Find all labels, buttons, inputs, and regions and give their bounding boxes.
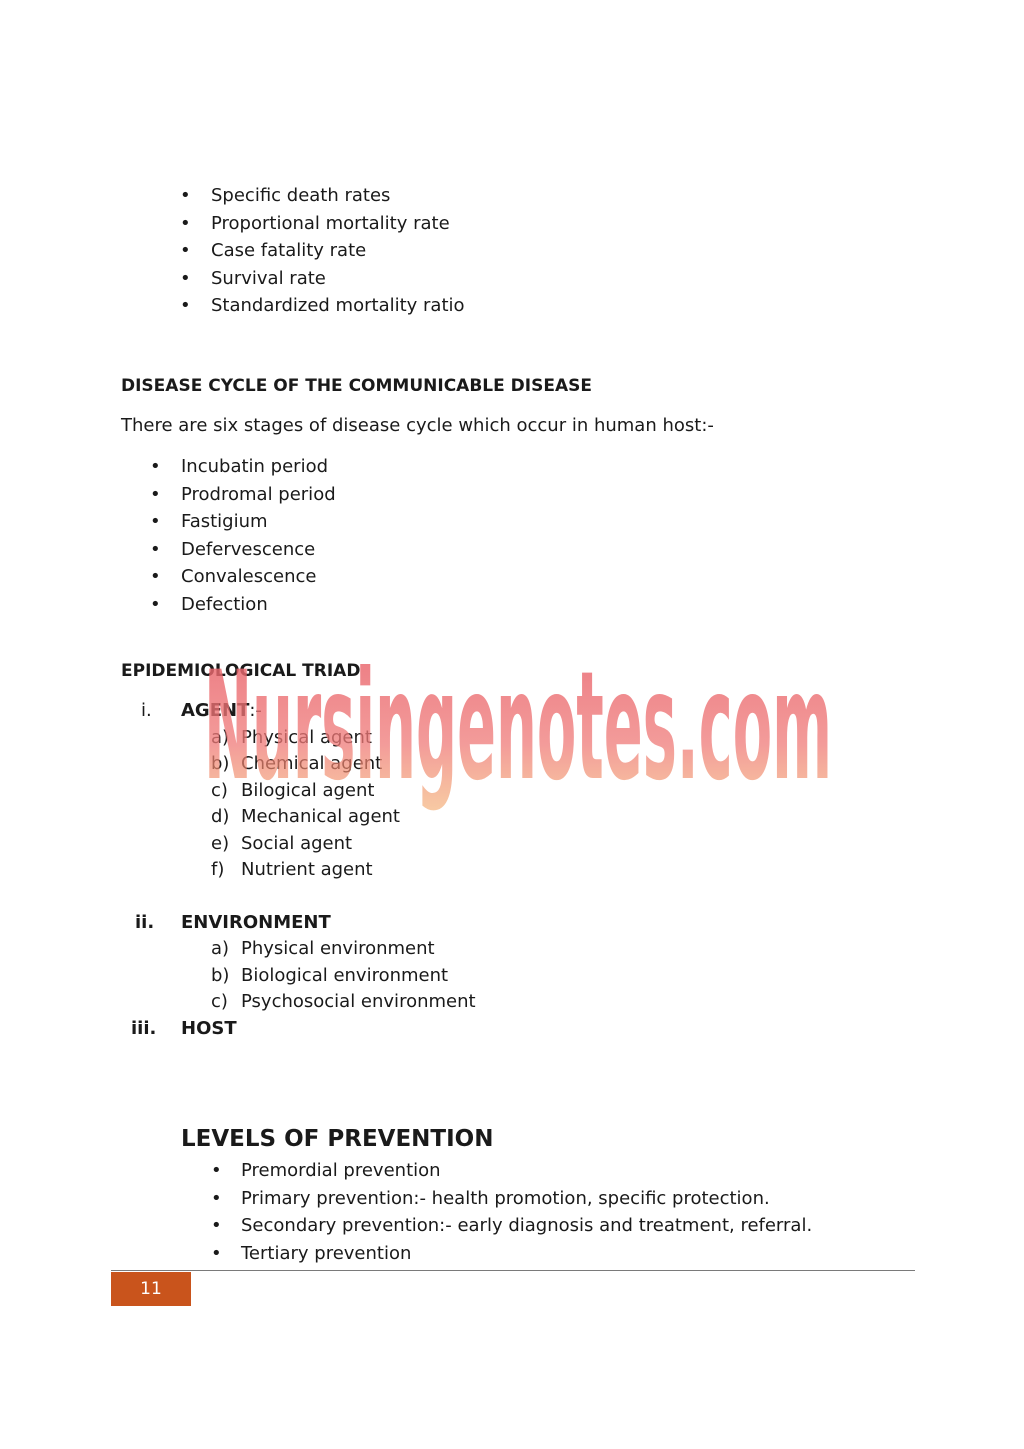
list-item: Defection — [181, 594, 268, 615]
list-item: Nutrient agent — [241, 859, 373, 880]
footer-divider — [111, 1270, 915, 1271]
list-item: Defervescence — [181, 539, 316, 560]
list-item: Physical agent — [241, 727, 372, 748]
page-number-badge — [111, 1272, 191, 1306]
page-number: 11 — [140, 1279, 162, 1299]
list-item: Case fatality rate — [211, 240, 367, 261]
bullet-icon: • — [180, 268, 191, 289]
list-item: Bilogical agent — [241, 780, 375, 801]
list-marker: d) — [211, 806, 230, 827]
list-item: Tertiary prevention — [241, 1243, 412, 1264]
list-marker: b) — [211, 965, 230, 986]
bullet-icon: • — [180, 185, 191, 206]
bullet-icon: • — [180, 213, 191, 234]
list-item: Primary prevention:- health promotion, specific protection. — [241, 1188, 770, 1209]
watermark — [198, 600, 838, 840]
list-item: Physical environment — [241, 938, 435, 959]
list-item: Secondary prevention:- early diagnosis and treatment, referral. — [241, 1215, 813, 1236]
bullet-icon: • — [150, 484, 161, 505]
list-item: Social agent — [241, 833, 353, 854]
agent-label: AGENT — [181, 700, 250, 721]
list-item: Premordial prevention — [241, 1160, 441, 1181]
list-marker: c) — [211, 991, 228, 1012]
list-item: Incubatin period — [181, 456, 329, 477]
agent-suffix: :- — [249, 700, 262, 721]
disease-cycle-heading: DISEASE CYCLE OF THE COMMUNICABLE DISEASE — [121, 376, 592, 396]
list-marker: f) — [211, 859, 225, 880]
list-marker: c) — [211, 780, 228, 801]
bullet-icon: • — [150, 511, 161, 532]
list-marker: a) — [211, 938, 230, 959]
bullet-icon: • — [150, 566, 161, 587]
list-item: Convalescence — [181, 566, 317, 587]
environment-numeral: ii. — [135, 912, 155, 933]
list-item: Proportional mortality rate — [211, 213, 450, 234]
watermark-text: Nursingenotes.com — [204, 640, 832, 814]
agent-numeral: i. — [141, 700, 152, 721]
bullet-icon: • — [211, 1160, 222, 1181]
list-marker: b) — [211, 753, 230, 774]
host-label: HOST — [181, 1018, 237, 1039]
list-item: Standardized mortality ratio — [211, 295, 465, 316]
host-numeral: iii. — [131, 1018, 157, 1039]
prevention-heading: LEVELS OF PREVENTION — [181, 1126, 494, 1152]
agent-label-line — [181, 700, 262, 722]
bullet-icon: • — [211, 1215, 222, 1236]
list-item: Specific death rates — [211, 185, 391, 206]
bullet-icon: • — [150, 539, 161, 560]
list-item: Fastigium — [181, 511, 268, 532]
bullet-icon: • — [180, 240, 191, 261]
list-marker: e) — [211, 833, 230, 854]
list-item: Chemical agent — [241, 753, 383, 774]
list-item: Biological environment — [241, 965, 449, 986]
list-item: Psychosocial environment — [241, 991, 476, 1012]
disease-cycle-intro: There are six stages of disease cycle which occur in human host:- — [121, 415, 714, 436]
list-marker: a) — [211, 727, 230, 748]
list-item: Survival rate — [211, 268, 326, 289]
list-item: Prodromal period — [181, 484, 336, 505]
bullet-icon: • — [211, 1243, 222, 1264]
bullet-icon: • — [180, 295, 191, 316]
bullet-icon: • — [150, 594, 161, 615]
bullet-icon: • — [150, 456, 161, 477]
environment-label: ENVIRONMENT — [181, 912, 331, 933]
triad-heading: EPIDEMIOLOGICAL TRIAD — [121, 661, 361, 681]
bullet-icon: • — [211, 1188, 222, 1209]
list-item: Mechanical agent — [241, 806, 400, 827]
